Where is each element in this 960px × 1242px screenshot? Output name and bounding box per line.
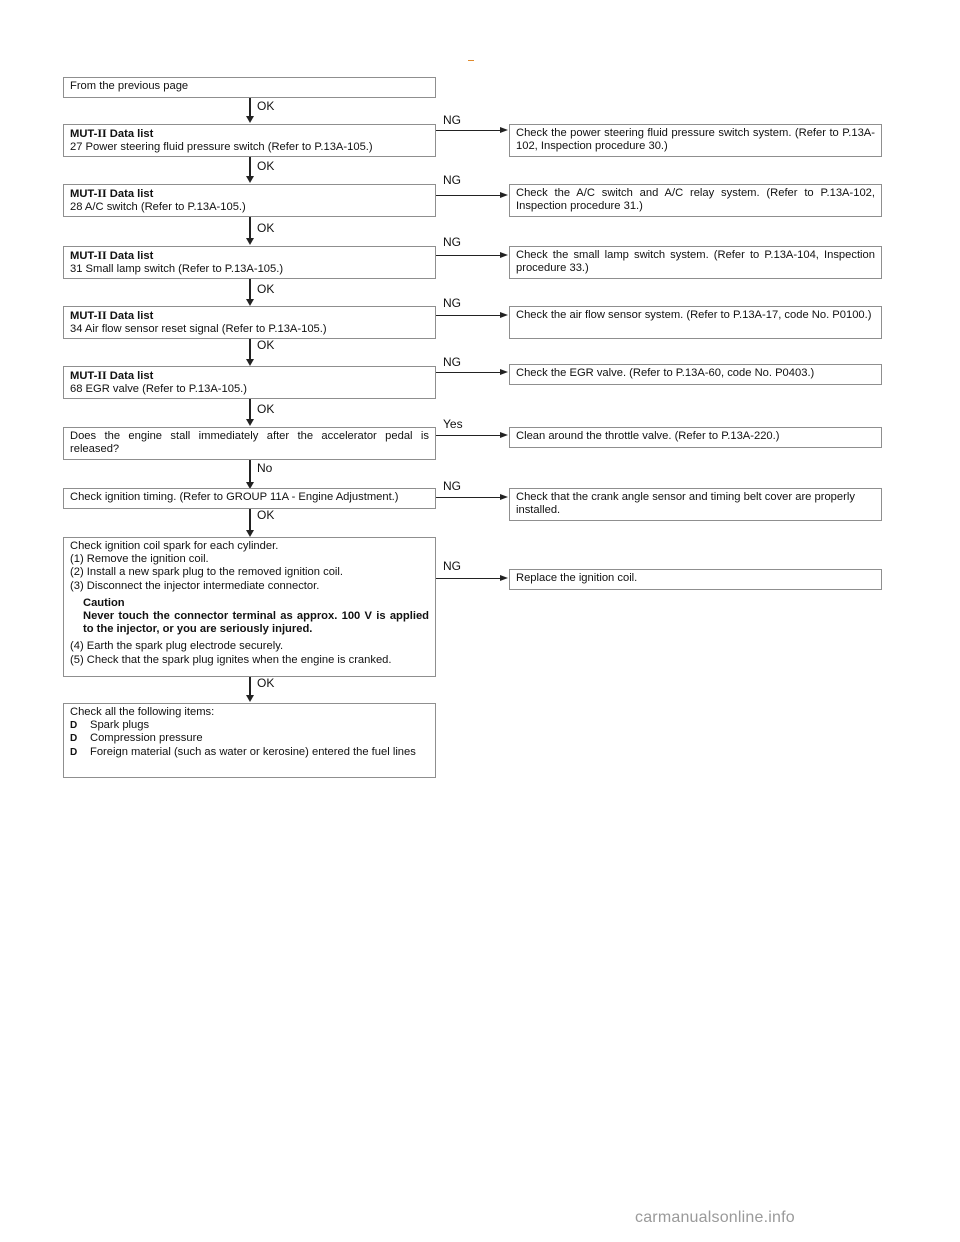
step1-ng-box [509,124,882,157]
arrow-down-icon [246,176,254,183]
list-item: D Compression pressure [70,732,203,745]
step6-question: Does the engine stall immediately after the accelerator pedal is released? [70,430,429,456]
step1-box: MUT-II Data list 27 Power steering fluid pressure switch (Refer to P.13A-105.) [63,124,436,157]
connector-start-step1 [249,98,251,116]
arrow-down-icon [246,238,254,245]
connector-step7-step8 [249,509,251,530]
caution-note [70,597,429,637]
step4-ng-text: Check the air flow sensor system. (Refer to P.13A-17, code No. P0100.) [516,309,872,321]
watermark: carmanualsonline.info [635,1209,795,1226]
arrow-down-icon [246,359,254,366]
step5-ng-text: Check the EGR valve. (Refer to P.13A-60, code No. P0403.) [516,367,815,379]
step8-item: (1) Remove the ignition coil. [70,553,209,566]
connector-step2-step3 [249,217,251,238]
label-ng: NG [443,235,461,249]
label-ok: OK [257,402,275,416]
step7-ng-text: Check that the crank angle sensor and timing belt cover are properly installed. [516,491,855,517]
connector-step2-ng [436,195,502,196]
caution-title: Caution [83,596,125,609]
connector-step7-ng [436,497,502,498]
step3-ng-text: Check the small lamp switch system. (Refer to P.13A-104, Inspection procedure 33.) [516,249,875,275]
label-ng: NG [443,479,461,493]
step2-ng-box [509,184,882,217]
list-item: D Foreign material (such as water or kerosine) entered the fuel lines [70,745,416,758]
caution-text: Never touch the connector terminal as approx. 100 V is applied to the injector, or you are seriously injured. [83,610,429,636]
step4-text: 34 Air flow sensor reset signal (Refer to P.13A-105.) [70,323,327,336]
step8-item: (3) Disconnect the injector intermediate connector. [70,579,320,592]
connector-step6-yes [436,435,502,436]
connector-step4-ng [436,315,502,316]
label-ok: OK [257,221,275,235]
step7-box [63,488,436,509]
label-ng: NG [443,296,461,310]
step3-text: 31 Small lamp switch (Refer to P.13A-105.) [70,263,284,276]
final-intro: Check all the following items: [70,706,215,718]
step8-ng-box [509,569,882,590]
arrow-down-icon [246,530,254,537]
step5-box: MUT-II Data list 68 EGR valve (Refer to P.13A-105.) [63,366,436,399]
arrow-down-icon [246,299,254,306]
bullet-icon: D [70,746,78,758]
connector-step8-final [249,677,251,695]
arrow-down-icon [246,419,254,426]
arrow-right-icon [500,494,508,500]
step3-box: MUT-II Data list 31 Small lamp switch (Refer to P.13A-105.) [63,246,436,279]
label-ok: OK [257,159,275,173]
step2-text: 28 A/C switch (Refer to P.13A-105.) [70,201,246,214]
label-ng: NG [443,559,461,573]
arrow-right-icon [500,252,508,258]
connector-step5-step6 [249,399,251,419]
connector-step3-ng [436,255,502,256]
label-ok: OK [257,282,275,296]
step8-item: (4) Earth the spark plug electrode securely. [70,640,284,653]
arrow-right-icon [500,575,508,581]
label-ok: OK [257,338,275,352]
step8-item: (2) Install a new spark plug to the removed ignition coil. [70,566,343,579]
step3-ng-box [509,246,882,279]
final-box [63,703,436,778]
connector-step4-step5 [249,339,251,359]
page-marker-dash [468,60,474,61]
arrow-right-icon [500,192,508,198]
start-box [63,77,436,98]
label-no: No [257,461,273,475]
step4-box: MUT-II Data list 34 Air flow sensor reset signal (Refer to P.13A-105.) [63,306,436,339]
step1-text: 27 Power steering fluid pressure switch (Refer to P.13A-105.) [70,141,373,154]
step5-ng-box [509,364,882,385]
connector-step8-ng [436,578,502,579]
connector-step1-step2 [249,157,251,176]
step8-ng-text: Replace the ignition coil. [516,572,638,584]
step7-ng-box [509,488,882,521]
label-ok: OK [257,508,275,522]
connector-step1-ng [436,130,502,131]
arrow-down-icon [246,695,254,702]
label-ok: OK [257,676,275,690]
label-ng: NG [443,355,461,369]
label-ng: NG [443,113,461,127]
step5-text: 68 EGR valve (Refer to P.13A-105.) [70,383,248,396]
label-ok: OK [257,99,275,113]
arrow-right-icon [500,369,508,375]
connector-step6-step7 [249,460,251,482]
connector-step5-ng [436,372,502,373]
arrow-down-icon [246,116,254,123]
step1-ng-text: Check the power steering fluid pressure switch system. (Refer to P.13A-102, Inspection procedure 30.) [516,127,875,153]
list-item: D Spark plugs [70,719,150,732]
step7-text: Check ignition timing. (Refer to GROUP 11A - Engine Adjustment.) [70,491,399,503]
step6-yes-box [509,427,882,448]
step8-item: (5) Check that the spark plug ignites when the engine is cranked. [70,653,392,666]
arrow-right-icon [500,312,508,318]
label-yes: Yes [443,417,463,431]
step8-intro: Check ignition coil spark for each cylinder. [70,540,279,552]
arrow-right-icon [500,127,508,133]
bullet-icon: D [70,720,78,732]
label-ng: NG [443,173,461,187]
start-text: From the previous page [70,80,189,92]
step6-yes-text: Clean around the throttle valve. (Refer to P.13A-220.) [516,430,780,442]
step4-ng-box [509,306,882,339]
connector-step3-step4 [249,279,251,299]
bullet-icon: D [70,733,78,745]
step2-box: MUT-II Data list 28 A/C switch (Refer to P.13A-105.) [63,184,436,217]
step8-box [63,537,436,677]
step2-ng-text: Check the A/C switch and A/C relay system. (Refer to P.13A-102, Inspection procedure 31.) [516,187,875,213]
arrow-right-icon [500,432,508,438]
step6-box [63,427,436,460]
